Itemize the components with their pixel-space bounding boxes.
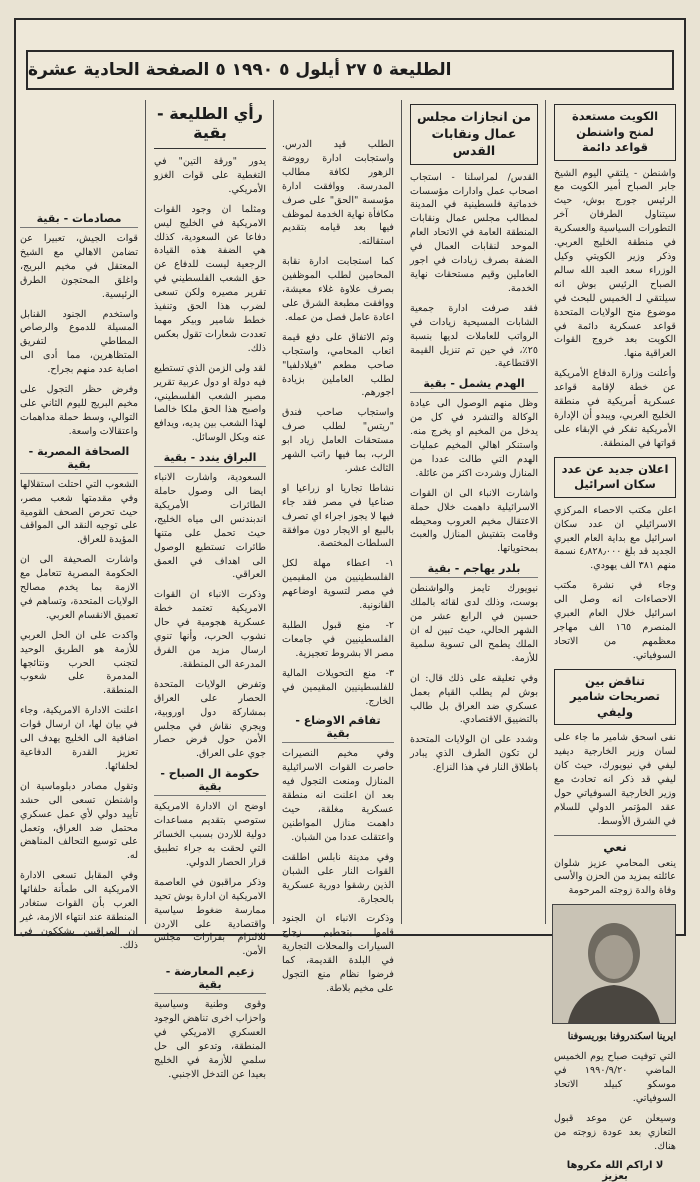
closing-line: لا اراكم الله مكروها بعزيز <box>566 1159 664 1182</box>
paragraph: وفي مخيم النصيرات حاصرت القوات الاسرائيلية المنازل ومنعت التجول فيه بعد ان اعلنت انه منطقة عسكرية مغلقة، حيث داهمت منازل المواطنين واعتقلت عددا من الشبان. <box>282 748 394 843</box>
column-divider <box>273 100 274 924</box>
paragraph: اعلن مكتب الاحصاء المركزي الاسرائيلي ان عدد سكان اسرائيل مع بداية العام العبري الجديد قد بلغ ٤٫٨٢٨٫٠٠٠ نسمة منهم ٣٨١ الف يهودي. <box>554 504 677 572</box>
paragraph: وفي مدينة نابلس اطلقت القوات النار على الشبان الذين رشقوا دورية عسكرية بالحجارة. <box>282 851 394 905</box>
paragraph: وفرض حظر التجول على مخيم البريج لليوم الثاني على التوالي، وسط حملة مداهمات واعتقالات واسعة. <box>20 384 138 437</box>
subheading-condemn: البراق يندد - بقية <box>154 451 266 467</box>
paragraph: القدس/ لمراسلنا - استجاب اصحاب عمل وادارات مؤسسات خدماتية فلسطينية في المدينة لمطالب مجلس عمال ونقابات المنطقة العامة في الاتحاد العام الموحد لنقابات العمال في الضفة بصرف زيادات في اجور العاملين وقيم مستحقات نهاية الخدمة. <box>410 171 538 294</box>
obituary-title: نعي <box>554 835 676 854</box>
paragraph: وفي المقابل تسعى الادارة الامريكية الى طمأنة حلفائها العرب بأن القوات ستغادر المنطقة عند انتهاء الازمة، غير ان المراقبين يشككون في ذلك. <box>20 870 138 951</box>
paragraph: واستجاب صاحب فندق "ريتس" لطلب صرف مستحقات العامل زياد ابو الرب، بما فيها راتب الشهر الثالث عشر. <box>282 407 394 474</box>
headline-jerusalem-unions: من انجازات مجلس عمال ونقابات القدس <box>410 104 538 165</box>
masthead-text: الطليعة ٥ ٢٧ أيلول ٥ ١٩٩٠ ٥ الصفحة الحادية عشرة <box>28 60 452 80</box>
column-divider <box>145 100 146 924</box>
portrait-photo <box>552 904 676 1024</box>
paragraph: ومثلما ان وجود القوات الامريكية في الخليج ليس دفاعا عن السعودية، كذلك هي الضفة هذه القيادة الرجعية ليست للدفاع عن حق الشعب الفلسطيني في تقرير مصيره ولكن تسعى لضرب هذا الحق وتنفيذ خطط شامير وبيكر مهما تعددت شعارات تقول بعكس ذلك. <box>154 203 266 354</box>
photo-caption: ايرينا اسكندروفنا بوريسوفنا <box>567 1031 676 1043</box>
paragraph: وقوى وطنية وسياسية واحزاب اخرى تناهض الوجود العسكري الامريكي في المنطقة، وتدعو الى حل سلمي للأزمة في الخليج بعيدا عن التدخل الاجنبي. <box>154 999 266 1080</box>
column-divider <box>545 100 546 924</box>
editorial-title: رأي الطليعة - بقية <box>154 100 266 149</box>
paragraph: ٢- منع قبول الطلبة الفلسطينيين في جامعات مصر الا بشروط تعجيزية. <box>282 620 394 659</box>
column-5 <box>20 206 138 951</box>
paragraph: فقد صرفت ادارة جمعية الشابات المسيحية زيادات في الرواتب للعاملات لديها بنسبة ٢٥٪، في حين تم تنزيل القيمة الاقتطاعية. <box>410 302 538 370</box>
column-2 <box>410 100 538 924</box>
subheading-demolition: الهدم يشمل - بقية <box>410 377 538 393</box>
paragraph: التي توفيت صباح يوم الخميس الماضي ١٩٩٠/٩/٢٠ في موسكو كبيلد الاتحاد السوفياتي. <box>554 1051 676 1104</box>
subheading-opposition: زعيم المعارضة - بقية <box>154 965 266 994</box>
paragraph: لقد ولى الزمن الذي تستطيع فيه دولة او دول عربية تقرير مصير الشعب الفلسطيني، واصبح هذا الحق ملكا خالصا لهذا الشعب بين يديه، ويدافع عنه وبكل الوسائل. <box>153 362 266 444</box>
paragraph: واكدت على ان الحل العربي للأزمة هو الطريق الوحيد لتجنب الحرب ونتائجها المدمرة على شعوب المنطقة. <box>20 629 138 697</box>
portrait-image <box>553 905 675 1023</box>
subheading-egyptian-press: الصحافة المصرية - بقية <box>20 445 138 474</box>
subheading-clashes: مصادمات - بقية <box>20 212 138 228</box>
paragraph: نشاطا تجاريا او زراعيا او صناعيا في مصر فقد جاء فيها لا يجوز اجراء اي تصرف بالبيع او الايجار دون موافقة السلطات المختصة. <box>282 482 394 550</box>
paragraph: وظل منهم الوصول الى عيادة الوكالة والتشرد في كل من يدخل من المخيم او يخرج منه. واستنكر اهالي المخيم عمليات الهدم التي طالت عددا من المنازل وشردت اكثر من عائلة. <box>410 398 538 479</box>
paragraph: يدور "ورقة التين" في التغطية على قوات الغزو الأمريكي. <box>154 156 266 195</box>
subheading-bader: بلدر يهاجم - بقية <box>410 562 538 578</box>
paragraph: وتفرض الولايات المتحدة الحصار على العراق بمشاركة دول اوروبية، ويجري نقاش في مجلس الأمن حول فرض حصار جوي على العراق. <box>154 678 266 760</box>
paragraph: وتقول مصادر دبلوماسية ان واشنطن تسعى الى حشد تأييد دولي لأي عمل عسكري محتمل ضد العراق، وتعمل على توسيع التحالف المناهض له. <box>20 780 138 862</box>
headline-israel-population: اعلان جديد عن عدد سكان اسرائيل <box>554 457 676 498</box>
paragraph: وفي تعليقه على ذلك قال: ان بوش لم يطلب القيام بعمل عسكري ضد العراق بل طالب بالتضييق الاقتصادي. <box>410 672 538 726</box>
paragraph: قوات الجيش، تعبيرا عن تضامن الاهالي مع الشيخ المعتقل في مخيم البريج، واغلق المحتجون الطرق الرئيسية. <box>20 233 138 300</box>
paragraph: اوضح ان الادارة الامريكية ستوصي بتقديم مساعدات دولية للاردن بسبب الخسائر التي لحقت به جراء تطبيق قرار الحصار الدولي. <box>154 801 266 868</box>
paragraph: وذكرت الانباء ان الجنود قاموا بتحطيم زجاج السيارات والمحلات التجارية في البلدة القديمة، كما فرضوا نظام منع التجول على مخيم بلاطة. <box>282 913 394 994</box>
paragraph: وشدد على ان الولايات المتحدة لن تكون الطرف الذي يبادر باطلاق النار في هذا النزاع. <box>410 734 538 774</box>
paragraph: نيويورك تايمز والواشنطن بوست، وذلك لدى لقائه بالملك حسين في الرابع عشر من الشهر الحالي، حيث تبين له ان الملك يطمح الى تسوية سلمية للأزمة. <box>410 583 538 664</box>
column-4 <box>153 100 266 1080</box>
paragraph: واستخدم الجنود القنابل المسيلة للدموع والرصاص المطاطي لتفريق المتظاهرين، مما أدى الى اصابة عدد منهم بجراح. <box>20 308 138 376</box>
paragraph: الشعوب التي احتلت استقلالها وفي مقدمتها شعب مصر، حيث تحرص الصحف القومية على توجيه النقد الى المواقف المؤيدة للعراق. <box>20 478 138 546</box>
paragraph: وذكر مراقبون في العاصمة الامريكية ان ادارة بوش تحيد ممارسة ضغوط سياسية واقتصادية على الاردن للالتزام بقرارات مجلس الأمن. <box>154 876 266 958</box>
paragraph: وذكرت الانباء ان القوات الامريكية تعتمد خطة عسكرية هجومية في حال نشوب الحرب، وأنها تنوي ارسال مزيد من الفرق المدرعة الى المنطقة. <box>154 589 266 670</box>
column-3 <box>282 138 394 994</box>
paragraph: نفى اسحق شامير ما جاء على لسان وزير الخارجية ديفيد ليفي في نيويورك، حيث كان ليفي قد ذكر انه تحادث مع وزير الخارجية السوفياتي حول عقد المؤتمر الدولي للسلام في الشرق الأوسط. <box>554 732 676 827</box>
paragraph: وأعلنت وزارة الدفاع الأمريكية عن خطة لإقامة قواعد عسكرية أمريكية في منطقة الخليج العربي، ويبدو أن الإدارة الأمريكية تفكر في الإبقاء على قواتها في المنطقة. <box>554 368 676 449</box>
paragraph: كما استجابت ادارة نقابة المحامين لطلب الموظفين بصرف علاوة غلاء معيشة، ووافقت مطبعة الشرق على اعادة عامل فصل من عمله. <box>282 256 394 323</box>
paragraph: واشنطن - يلتقي اليوم الشيخ جابر الصباح أمير الكويت مع الرئيس جورج بوش، حيث سيتناول الطرفان آخر التطورات السياسية والعسكرية في منطقة الخليج العربي. وذكر وزير الكويتي وكيل الوزراء سعد العبد الله سالم الصباح الرئيس بوش انه سيلتقي لـ الخميس للبحث في موضوع منح الولايات المتحدة قواعد عسكرية دائمة في الكويت بعد خروج القوات العراقية منها. <box>554 167 676 360</box>
paragraph: ١- اعطاء مهلة لكل الفلسطينيين من المقيمين في مصر لتسوية اوضاعهم القانونية. <box>282 558 394 612</box>
headline-shamir-levy: تناقض بين تصريحات شامير وليفي <box>554 669 676 726</box>
paragraph: السعودية، واشارت الانباء ايضا الى وصول حاملة الطائرات الأمريكية اندبندنس الى مياه الخليج، حيث تحمل على متنها طائرات تستطيع الوصول الى اهداف في العمق العراقي. <box>154 472 266 581</box>
paragraph: ينعى المحامي عزيز شلوان عائلته بمزيد من الحزن والأسى وفاة والدة زوجته المرحومة <box>554 857 676 897</box>
column-1 <box>554 100 677 1182</box>
masthead <box>26 50 674 90</box>
paragraph: وتم الاتفاق على دفع قيمة اتعاب المحامي، واستجاب صاحب مطعم "فيلادلفيا" لطلب العاملين بزيادة اجورهم. <box>282 331 394 399</box>
subheading-sabah-government: حكومة ال الصباح - بقية <box>154 767 266 796</box>
subheading-situation: تفاقم الاوضاع - بقية <box>282 714 394 743</box>
paragraph: واشارت الانباء الى ان القوات الاسرائيلية داهمت خلال حملة الاعتقال مخيم العروب ومحيطه وقامت بتفتيش المنازل والعبث بمحتوياتها. <box>410 487 538 555</box>
paragraph: اعلنت الادارة الامريكية، وجاء في بيان لها، ان ارسال قوات اضافية الى الخليج يهدف الى تعزيز القدرة الدفاعية لحلفائها. <box>20 705 138 772</box>
paragraph: وسيعلن عن موعد قبول التعازي بعد عودة زوجته من هناك. <box>554 1112 676 1152</box>
paragraph: الطلب قيد الدرس. واستجابت ادارة رووضة الزهور لكافة مطالب المدرسة. ووافقت ادارة مؤسسة "الحق" على صرف مكافأة نهاية الخدمة لموظف فيها بعد قيامه بتقديم استقالته. <box>282 139 394 248</box>
newspaper-page <box>14 18 686 1182</box>
headline-kuwait-bases: الكويت مستعدة لمنح واشنطن قواعد دائمة <box>554 104 676 161</box>
paragraph: واشارت الصحيفة الى ان الحكومة المصرية تتعامل مع الازمة بما يخدم مصالح الولايات المتحدة، وتساهم في تعميق الانقسام العربي. <box>20 554 138 621</box>
column-divider <box>401 100 402 924</box>
paragraph: وجاء في نشرة مكتب الاحصاءات انه وصل الى اسرائيل خلال العام العبري المنصرم ١٦٥ الف مهاجر معظمهم من الاتحاد السوفياتي. <box>554 580 676 661</box>
paragraph: ٣- منع التحويلات المالية للفلسطينيين المقيمين في الخارج. <box>282 667 394 707</box>
